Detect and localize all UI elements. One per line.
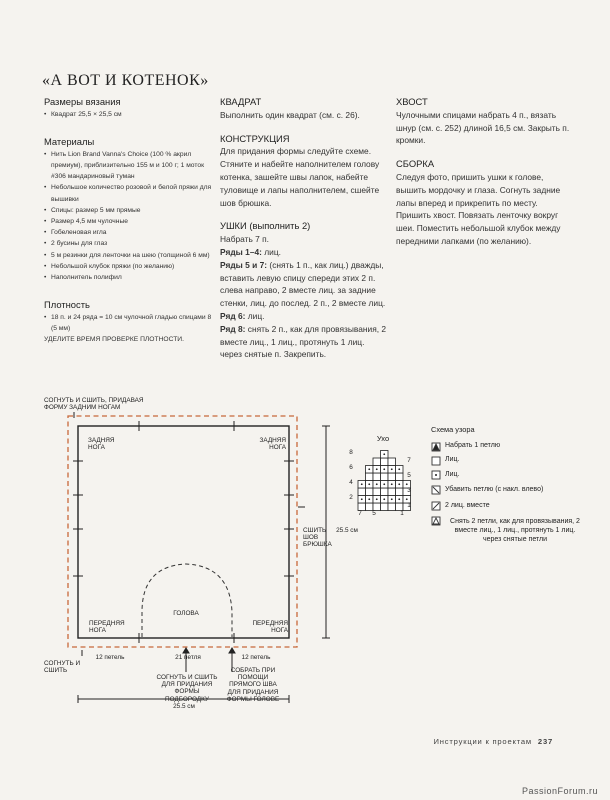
material-item: • 5 м резинки для ленточки на шею (толщиной 6 мм) [44,250,212,261]
ear-chart-dot [368,468,370,470]
ear-chart-dot [398,483,400,485]
ear-chart-dot [361,498,363,500]
ear-chart-dot [383,498,385,500]
ear-chart [358,451,411,511]
ear-chart-cell [366,473,374,481]
square-outline [78,426,289,638]
ear-chart-cell [388,503,396,511]
ear-chart-dot [391,498,393,500]
ear-col-number: 1 [400,510,404,517]
side-size-label: 25.5 см [336,527,358,534]
ears-heading: УШКИ (выполнить 2) [220,220,311,232]
material-item: • Наполнитель полифил [44,272,212,283]
ear-row-right: 3 [407,487,411,494]
ear-col-number: 5 [372,510,376,517]
legend-item: Набрать 1 петлю [445,442,501,449]
ear-chart-cell [388,473,396,481]
legend-item: Снять 2 петли, как для провязывания, 2 вместе лиц., 1 лиц., протянуть 1 лиц. через снятые петли [450,518,580,543]
back-leg-right-label: ЗАДНЯЯ НОГА [259,437,286,452]
construction-heading: КОНСТРУКЦИЯ [220,132,290,144]
ear-chart-cell [381,458,389,466]
loops-12-right: 12 петель [241,654,271,661]
front-leg-left-label: ПЕРЕДНЯЯ НОГА [89,620,125,635]
legend-symbols [432,443,440,525]
ear-chart-dot [391,468,393,470]
size-value: • Квадрат 25,5 × 25,5 см [44,109,212,120]
fold-back-label: СОГНУТЬ И СШИТЬ, ПРИДАВАЯ ФОРМУ ЗАДНИМ НОГАМ [44,397,144,412]
ear-row-left: 4 [349,479,353,486]
size-heading: Размеры вязания [44,96,121,107]
square-text: Выполнить один квадрат (см. с. 26). [220,109,360,120]
ears-cast: Набрать 7 п. [220,234,270,245]
construction-text: Для придания формы следуйте схеме. Стяните и набейте наполнителем голову котенка, зашейте швы лапок, набейте туловище и лапы наполнителем, сшейте шов брюшка. [220,146,380,208]
ear-chart-dot [391,483,393,485]
density-note: УДЕЛИТЕ ВРЕМЯ ПРОВЕРКЕ ПЛОТНОСТИ. [44,336,184,344]
ear-row-left: 6 [349,464,353,471]
materials-heading: Материалы [44,136,95,147]
ear-row-right: 7 [407,457,411,464]
ear-chart-dot [398,468,400,470]
head-note: СОБРАТЬ ПРИ ПОМОЩИ ПРЯМОГО ШВА ДЛЯ ПРИДАНИЯ ФОРМЫ ГОЛОВЕ [226,667,280,703]
assembly-text: Следуя фото, пришить ушки к голове, вышить мордочку и глаза. Согнуть задние лапы вперед и прикрепить по месту. Пришить хвост. Повязать ленточку вокруг шеи. Поместить небольшой клубок между передними лапками (по желанию). [396,171,561,246]
material-item: • Небольшой клубок пряжи (по желанию) [44,261,212,272]
ear-chart-cell [396,473,404,481]
ear-chart-dot [368,498,370,500]
legend-item: Лиц. [445,456,460,463]
tail-text: Чулочными спицами набрать 4 п., вязать шнур (см. с. 252) длиной 16,5 см. Закрыть п. кромки. [396,109,570,146]
rows-5-7: Ряды 5 и 7: (снять 1 п., как лиц.) дважды, вставить левую спицу спереди этих 2 п. слева направо, 2 вместе лиц. за задние стенки, лиц. до послед. 2 п., 2 вместе лиц. [220,259,386,309]
ear-chart-dot [383,468,385,470]
page-title: «А ВОТ И КОТЕНОК» [42,72,209,89]
material-item: • Нить Lion Brand Vanna's Choice (100 % акрил премиум), приблизительно 155 м и 100 г; 1 моток #306 мандариновый туман [44,149,212,183]
ear-chart-dot [376,498,378,500]
ear-chart-cell [373,473,381,481]
density-value: • 18 п. и 24 ряда = 10 см чулочной гладью спицами 8 (5 мм) [44,312,212,334]
ear-chart-cell [388,488,396,496]
row-8: Ряд 8: снять 2 п., как для провязывания, 2 вместе лиц., 1 лиц., протянуть 1 лиц. через снятые п. Закрепить. [220,323,387,360]
ear-chart-cell [396,488,404,496]
belly-seam-label: СШИТЬ ШОВ БРЮШКА [303,527,332,549]
material-item: • 2 бусины для глаз [44,238,212,249]
ear-chart-cell [373,488,381,496]
square-heading: КВАДРАТ [220,96,262,107]
material-item: • Размер 4,5 мм чулочные [44,216,212,227]
ear-row-right: 1 [407,502,411,509]
ear-chart-cell [381,473,389,481]
material-item: • Гобеленовая игла [44,227,212,238]
front-leg-right-label: ПЕРЕДНЯЯ НОГА [252,620,288,635]
rows-1-4: Ряды 1–4: лиц. [220,246,281,257]
ear-chart-cell [381,503,389,511]
head-arc [142,564,232,637]
ear-chart-dot [376,468,378,470]
ear-col-number: 7 [358,510,362,517]
ear-chart-title: Ухо [376,434,390,443]
material-item: • Спицы: размер 5 мм прямые [44,205,212,216]
ear-chart-dot [383,453,385,455]
page-footer: Инструкции к проектам 237 [433,737,553,746]
material-item: • Небольшое количество розовой и белой пряжи для вышивки [44,182,212,204]
ear-chart-cell [381,488,389,496]
legend-item: Лиц. [445,471,460,478]
legend-item: 2 лиц. вместе [445,502,490,509]
ear-chart-cell [373,458,381,466]
tail-heading: ХВОСТ [396,96,428,107]
row-6: Ряд 6: лиц. [220,310,265,321]
ear-chart-cell [358,488,366,496]
watermark: PassionForum.ru [521,786,598,796]
ear-chart-dot [398,498,400,500]
chin-note: СОГНУТЬ И СШИТЬ ДЛЯ ПРИДАНИЯ ФОРМЫ ПОДБОРОДКУ [156,674,218,703]
loops-12-left: 12 петель [95,654,125,661]
loops-21: 21 петля [175,654,201,661]
fold-sew-label: СОГНУТЬ И СШИТЬ [44,660,81,675]
ear-row-right: 5 [407,472,411,479]
head-label: ГОЛОВА [173,610,199,617]
ear-chart-cell [366,488,374,496]
ear-chart-dot [368,483,370,485]
ear-chart-cell [388,458,396,466]
ear-chart-dot [383,483,385,485]
bottom-size-label: 25.5 см [173,703,195,710]
ear-chart-dot [376,483,378,485]
legend-title: Схема узора [431,425,475,434]
ear-row-left: 8 [349,449,353,456]
back-leg-left-label: ЗАДНЯЯ НОГА [88,437,115,452]
ear-chart-dot [361,483,363,485]
legend-item: Убавить петлю (с накл. влево) [445,486,544,493]
assembly-heading: СБОРКА [396,158,435,170]
ear-row-left: 2 [349,494,353,501]
ear-chart-dot [406,483,408,485]
density-heading: Плотность [44,299,90,311]
ear-chart-dot [406,498,408,500]
